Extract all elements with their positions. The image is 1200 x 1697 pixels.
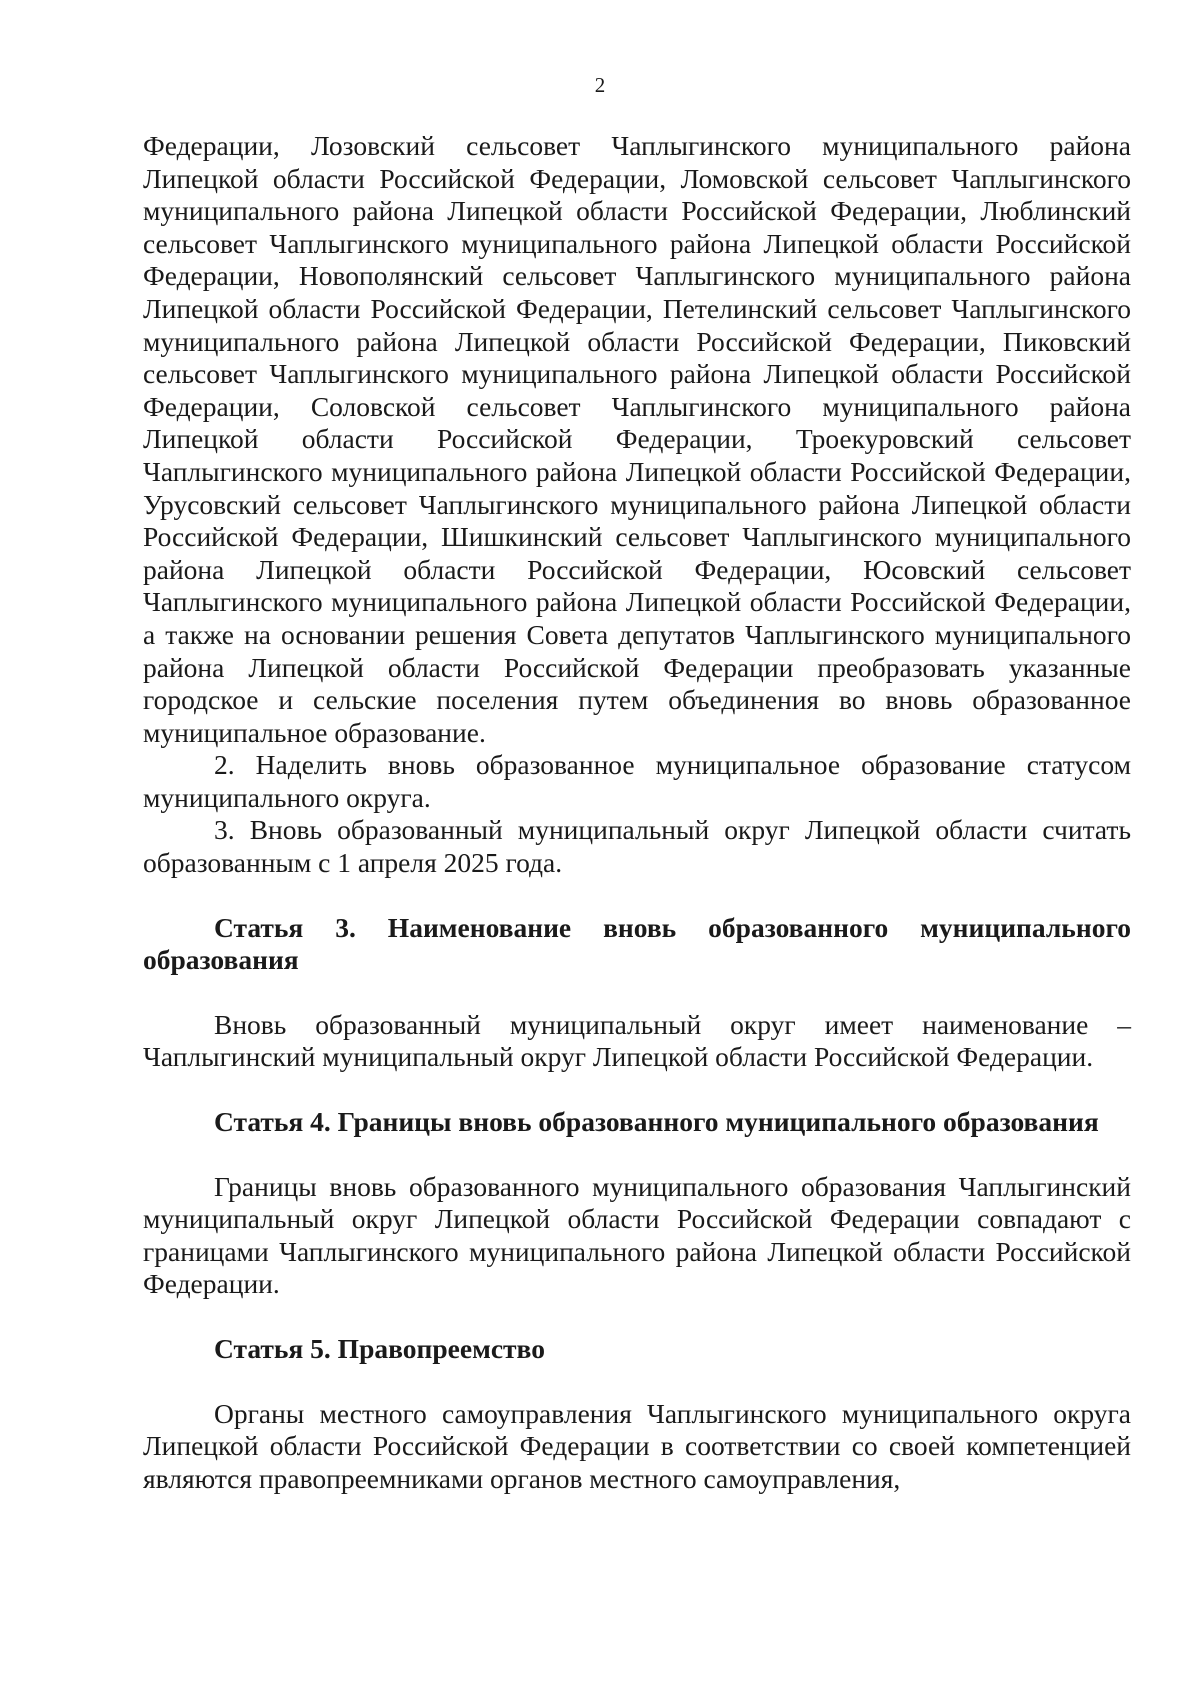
paragraph-item-2: 2. Наделить вновь образованное муниципальное образование статусом муниципального округа. xyxy=(143,749,1131,813)
article-5-heading: Статья 5. Правопреемство xyxy=(214,1333,545,1364)
article-5-paragraph: Органы местного самоуправления Чаплыгинского муниципального округа Липецкой области Российской Федерации в соответствии со своей компетенцией являются правопреемниками органов местного самоуправления, xyxy=(143,1397,1131,1494)
article-3-paragraph: Вновь образованный муниципальный округ имеет наименование – Чаплыгинский муниципальный округ Липецкой области Российской Федерации. xyxy=(143,1008,1131,1073)
page-number: 2 xyxy=(594,73,606,97)
article-3-heading: Статья 3. Наименование вновь образованного муниципального образования xyxy=(143,911,1131,976)
paragraph-intro-continuation: Федерации, Лозовский сельсовет Чаплыгинского муниципального района Липецкой области Российской Федерации, Ломовской сельсовет Чаплыгинского муниципального района Липецкой области Российской Федерации, Люблинский сельсовет Чаплыгинского муниципального района Липецкой области Российской Федерации, Новополянский сельсовет Чаплыгинского муниципального района Липецкой области Российской Федерации, Петелинский сельсовет Чаплыгинского муниципального района Липецкой области Российской Федерации, Пиковский сельсовет Чаплыгинского муниципального района Липецкой области Российской Федерации, Соловской сельсовет Чаплыгинского муниципального района Липецкой области Российской Федерации, Троекуровский сельсовет Чаплыгинского муниципального района Липецкой области Российской Федерации, Урусовский сельсовет Чаплыгинского муниципального района Липецкой области Российской Федерации, Шишкинский сельсовет Чаплыгинского муниципального района Липецкой области Российской Федерации, Юсовский сельсовет Чаплыгинского муниципального района Липецкой области Российской Федерации, а также на основании решения Совета депутатов Чаплыгинского муниципального района Липецкой области Российской Федерации преобразовать указанные городское и сельские поселения путем объединения во вновь образованное муниципальное образование. xyxy=(143,130,1131,748)
article-4-heading: Статья 4. Границы вновь образованного муниципального образования xyxy=(214,1106,1099,1138)
article-4-paragraph: Границы вновь образованного муниципального образования Чаплыгинский муниципальный округ Липецкой области Российской Федерации совпадают с границами Чаплыгинского муниципального района Липецкой области Российской Федерации. xyxy=(143,1170,1131,1300)
document-body xyxy=(143,130,1131,1495)
paragraph-item-3: 3. Вновь образованный муниципальный округ Липецкой области считать образованным с 1 апреля 2025 года. xyxy=(143,814,1131,879)
